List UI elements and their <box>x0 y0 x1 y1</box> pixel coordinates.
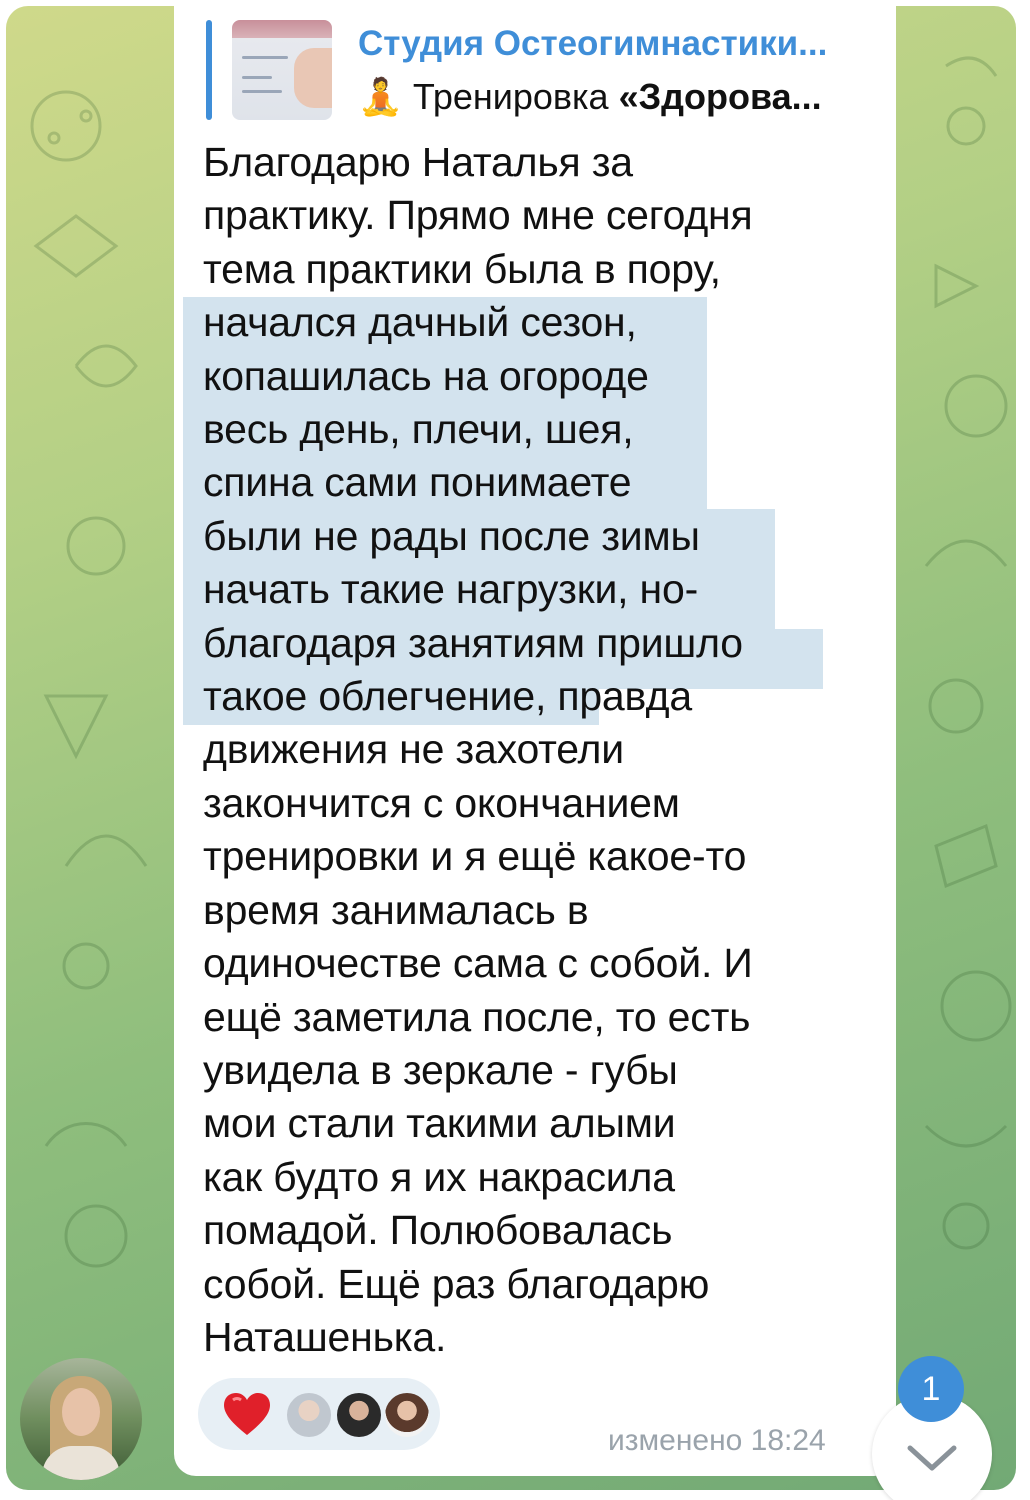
reply-title: Студия Остеогимнастики... <box>358 24 828 63</box>
reply-bar <box>206 20 212 120</box>
message-line: спина сами понимаете <box>203 459 632 506</box>
unread-count-badge: 1 <box>898 1356 964 1422</box>
reply-subtitle-bold: «Здорова... <box>618 76 822 117</box>
reply-preview[interactable] <box>198 14 868 126</box>
message-line: весь день, плечи, шея, <box>203 406 634 453</box>
reaction-avatar <box>284 1390 334 1440</box>
reaction-avatar <box>382 1390 432 1440</box>
message-line: Наташенька. <box>203 1313 447 1360</box>
message-line: увидела в зеркале - губы <box>203 1046 678 1093</box>
meditation-emoji-icon: 🧘 <box>358 76 403 117</box>
message-line: помадой. Полюбовалась <box>203 1207 673 1254</box>
message-line: тренировки и я ещё какое-то <box>203 833 747 880</box>
message-line: такое облегчение, правда <box>203 673 692 720</box>
message-line: тема практики была в пору, <box>203 245 721 292</box>
message-line: были не рады после зимы <box>203 512 700 559</box>
heart-icon <box>222 1390 272 1440</box>
message-line: Благодарю Наталья за <box>203 139 633 185</box>
message-line: копашилась на огороде <box>203 352 649 399</box>
message-line: начался дачный сезон, <box>203 299 637 346</box>
reaction-avatar <box>334 1390 384 1440</box>
message-line: начать такие нагрузки, но- <box>203 566 699 613</box>
reply-thumbnail <box>232 20 332 120</box>
message-line: мои стали такими алыми <box>203 1100 676 1147</box>
message-status: изменено 18:24 <box>608 1424 826 1457</box>
message-line: одиночестве сама с собой. И <box>203 940 753 987</box>
reactions-bar[interactable] <box>198 1378 440 1450</box>
message-line: движения не захотели <box>203 726 624 773</box>
message-line: благодаря занятиям пришло <box>203 619 743 666</box>
message-line: ещё заметила после, то есть <box>203 993 751 1040</box>
message-line: собой. Ещё раз благодарю <box>203 1260 710 1307</box>
reply-subtitle-prefix: Тренировка <box>412 76 619 117</box>
message-line: как будто я их накрасила <box>203 1153 675 1200</box>
message-line: время занималась в <box>203 886 589 933</box>
reply-subtitle <box>358 76 868 118</box>
message-text <box>203 136 863 1364</box>
message-line: практику. Прямо мне сегодня <box>203 192 753 239</box>
sender-avatar[interactable] <box>20 1358 142 1480</box>
message-line: закончится с окончанием <box>203 779 680 826</box>
